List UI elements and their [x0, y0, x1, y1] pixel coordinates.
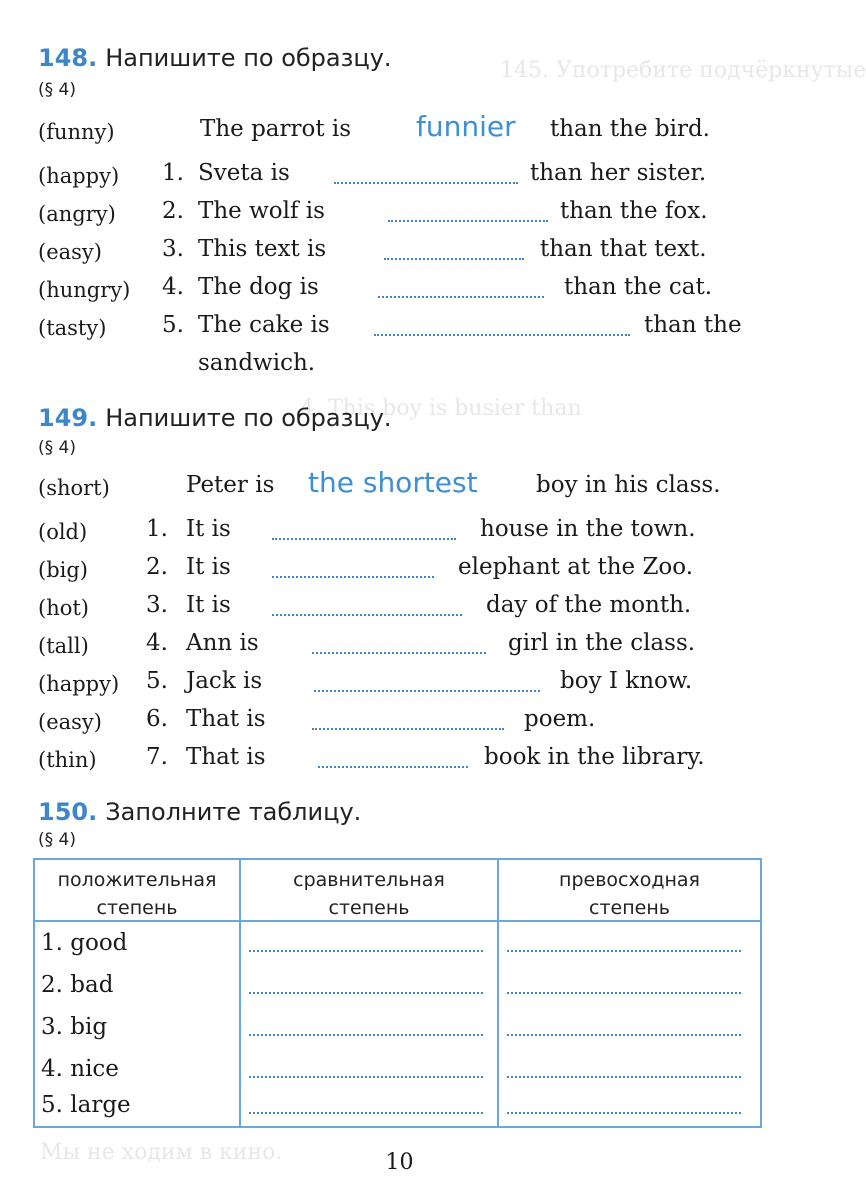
answer-blank[interactable]	[374, 334, 630, 336]
exercise-149-heading	[38, 404, 392, 432]
sentence-end: than the fox.	[560, 198, 708, 224]
header-line: степень	[328, 897, 410, 919]
header-line: положительная	[57, 869, 217, 891]
word-hint: (angry)	[38, 202, 116, 226]
item-number: 4.	[146, 630, 168, 656]
sentence-start: It is	[186, 516, 231, 542]
word-hint: (easy)	[38, 710, 102, 734]
sentence-start: That is	[186, 744, 266, 770]
item-number: 3.	[162, 236, 184, 262]
bleed-through-text: 4. This boy is busier than	[300, 396, 582, 421]
superlative-blank[interactable]	[507, 1112, 741, 1114]
comparative-blank[interactable]	[249, 1034, 483, 1036]
sentence-start: The cake is	[198, 312, 330, 338]
exercise-title: Напишите по образцу.	[105, 404, 392, 432]
section-ref: (§ 4)	[38, 80, 76, 100]
sentence-end: than that text.	[540, 236, 707, 262]
word-hint: (thin)	[38, 748, 97, 772]
exercise-item	[38, 554, 768, 590]
item-number: 1.	[146, 516, 168, 542]
exercise-item	[38, 592, 768, 628]
table-row	[35, 1008, 760, 1050]
exercise-148-heading	[38, 44, 392, 72]
positive-form: 2. bad	[41, 972, 114, 998]
exercise-item	[38, 274, 768, 310]
word-hint: (hot)	[38, 596, 89, 620]
sentence-start: The wolf is	[198, 198, 325, 224]
item-number: 5.	[162, 312, 184, 338]
word-hint: (funny)	[38, 120, 115, 144]
header-line: степень	[96, 897, 178, 919]
exercise-title: Заполните таблицу.	[105, 798, 362, 826]
exercise-number: 149.	[38, 404, 98, 432]
answer-blank[interactable]	[334, 182, 518, 184]
word-hint: (big)	[38, 558, 88, 582]
comparative-blank[interactable]	[249, 1112, 483, 1114]
answer-blank[interactable]	[272, 538, 456, 540]
exercise-item	[38, 198, 768, 234]
sentence-start: This text is	[198, 236, 327, 262]
degrees-table	[33, 858, 762, 1128]
sentence-start: It is	[186, 592, 231, 618]
word-hint: (tasty)	[38, 316, 107, 340]
exercise-item	[38, 706, 768, 742]
exercise-item	[38, 516, 768, 552]
answer-blank[interactable]	[384, 258, 524, 260]
sentence-end: poem.	[524, 706, 596, 732]
word-hint: (short)	[38, 476, 110, 500]
item-number: 2.	[146, 554, 168, 580]
superlative-blank[interactable]	[507, 1076, 741, 1078]
sentence-end: book in the library.	[484, 744, 705, 770]
header-line: превосходная	[559, 869, 700, 891]
sentence-start: Jack is	[186, 668, 263, 694]
sentence-end: sandwich.	[198, 350, 316, 376]
bleed-through-text: Мы не ходим в кино.	[40, 1140, 283, 1165]
bleed-through-text: 145. Употребите подчёркнутые	[500, 58, 866, 83]
sentence-start: Ann is	[186, 630, 259, 656]
header-comparative	[241, 866, 497, 922]
sentence-end: than the bird.	[550, 116, 710, 142]
exercise-item	[38, 744, 768, 780]
word-hint: (happy)	[38, 164, 120, 188]
sentence-end: than the	[644, 312, 742, 338]
exercise-title: Напишите по образцу.	[105, 44, 392, 72]
answer-blank[interactable]	[312, 652, 486, 654]
word-hint: (happy)	[38, 672, 120, 696]
exercise-item	[38, 630, 768, 666]
table-row	[35, 966, 760, 1008]
item-number: 3.	[146, 592, 168, 618]
answer-blank[interactable]	[388, 220, 548, 222]
exercise-item	[38, 312, 768, 348]
sentence-end: elephant at the Zoo.	[458, 554, 694, 580]
sentence-end: than the cat.	[564, 274, 713, 300]
comparative-blank[interactable]	[249, 992, 483, 994]
sentence-end: day of the month.	[486, 592, 692, 618]
superlative-blank[interactable]	[507, 992, 741, 994]
answer-blank[interactable]	[314, 690, 540, 692]
item-number: 4.	[162, 274, 184, 300]
sentence-start: Peter is	[186, 472, 275, 498]
positive-form: 3. big	[41, 1014, 108, 1040]
example-row	[38, 110, 768, 152]
table-row	[35, 924, 760, 966]
word-hint: (tall)	[38, 634, 89, 658]
item-number: 2.	[162, 198, 184, 224]
item-number: 6.	[146, 706, 168, 732]
answer-blank[interactable]	[272, 576, 434, 578]
word-hint: (easy)	[38, 240, 102, 264]
exercise-150-heading	[38, 798, 361, 826]
sentence-start: Sveta is	[198, 160, 290, 186]
superlative-blank[interactable]	[507, 950, 741, 952]
sentence-end: house in the town.	[480, 516, 696, 542]
superlative-blank[interactable]	[507, 1034, 741, 1036]
item-number: 7.	[146, 744, 168, 770]
page-number: 10	[385, 1150, 414, 1175]
sentence-start: That is	[186, 706, 266, 732]
sentence-start: The parrot is	[200, 116, 352, 142]
answer-blank[interactable]	[318, 766, 468, 768]
header-superlative	[499, 866, 760, 922]
handwritten-answer: the shortest	[308, 466, 478, 499]
positive-form: 1. good	[41, 930, 128, 956]
handwritten-answer: funnier	[416, 110, 516, 143]
header-line: степень	[589, 897, 670, 919]
sentence-start: The dog is	[198, 274, 319, 300]
example-row	[38, 466, 768, 508]
header-positive	[35, 866, 239, 922]
exercise-item	[38, 160, 768, 196]
comparative-blank[interactable]	[249, 950, 483, 952]
header-line: сравнительная	[293, 869, 445, 891]
answer-blank[interactable]	[272, 614, 462, 616]
item-number: 5.	[146, 668, 168, 694]
sentence-start: It is	[186, 554, 231, 580]
comparative-blank[interactable]	[249, 1076, 483, 1078]
sentence-end: than her sister.	[530, 160, 707, 186]
exercise-item	[38, 236, 768, 272]
word-hint: (old)	[38, 520, 88, 544]
exercise-item-continuation	[38, 350, 768, 386]
positive-form: 4. nice	[41, 1056, 119, 1082]
sentence-end: boy in his class.	[536, 472, 721, 498]
exercise-item	[38, 668, 768, 704]
section-ref: (§ 4)	[38, 830, 76, 850]
sentence-end: girl in the class.	[508, 630, 696, 656]
item-number: 1.	[162, 160, 184, 186]
section-ref: (§ 4)	[38, 438, 76, 458]
sentence-end: boy I know.	[560, 668, 693, 694]
answer-blank[interactable]	[312, 728, 504, 730]
positive-form: 5. large	[41, 1092, 131, 1118]
word-hint: (hungry)	[38, 278, 131, 302]
answer-blank[interactable]	[378, 296, 544, 298]
exercise-number: 148.	[38, 44, 98, 72]
table-row	[35, 1086, 760, 1128]
exercise-number: 150.	[38, 798, 98, 826]
